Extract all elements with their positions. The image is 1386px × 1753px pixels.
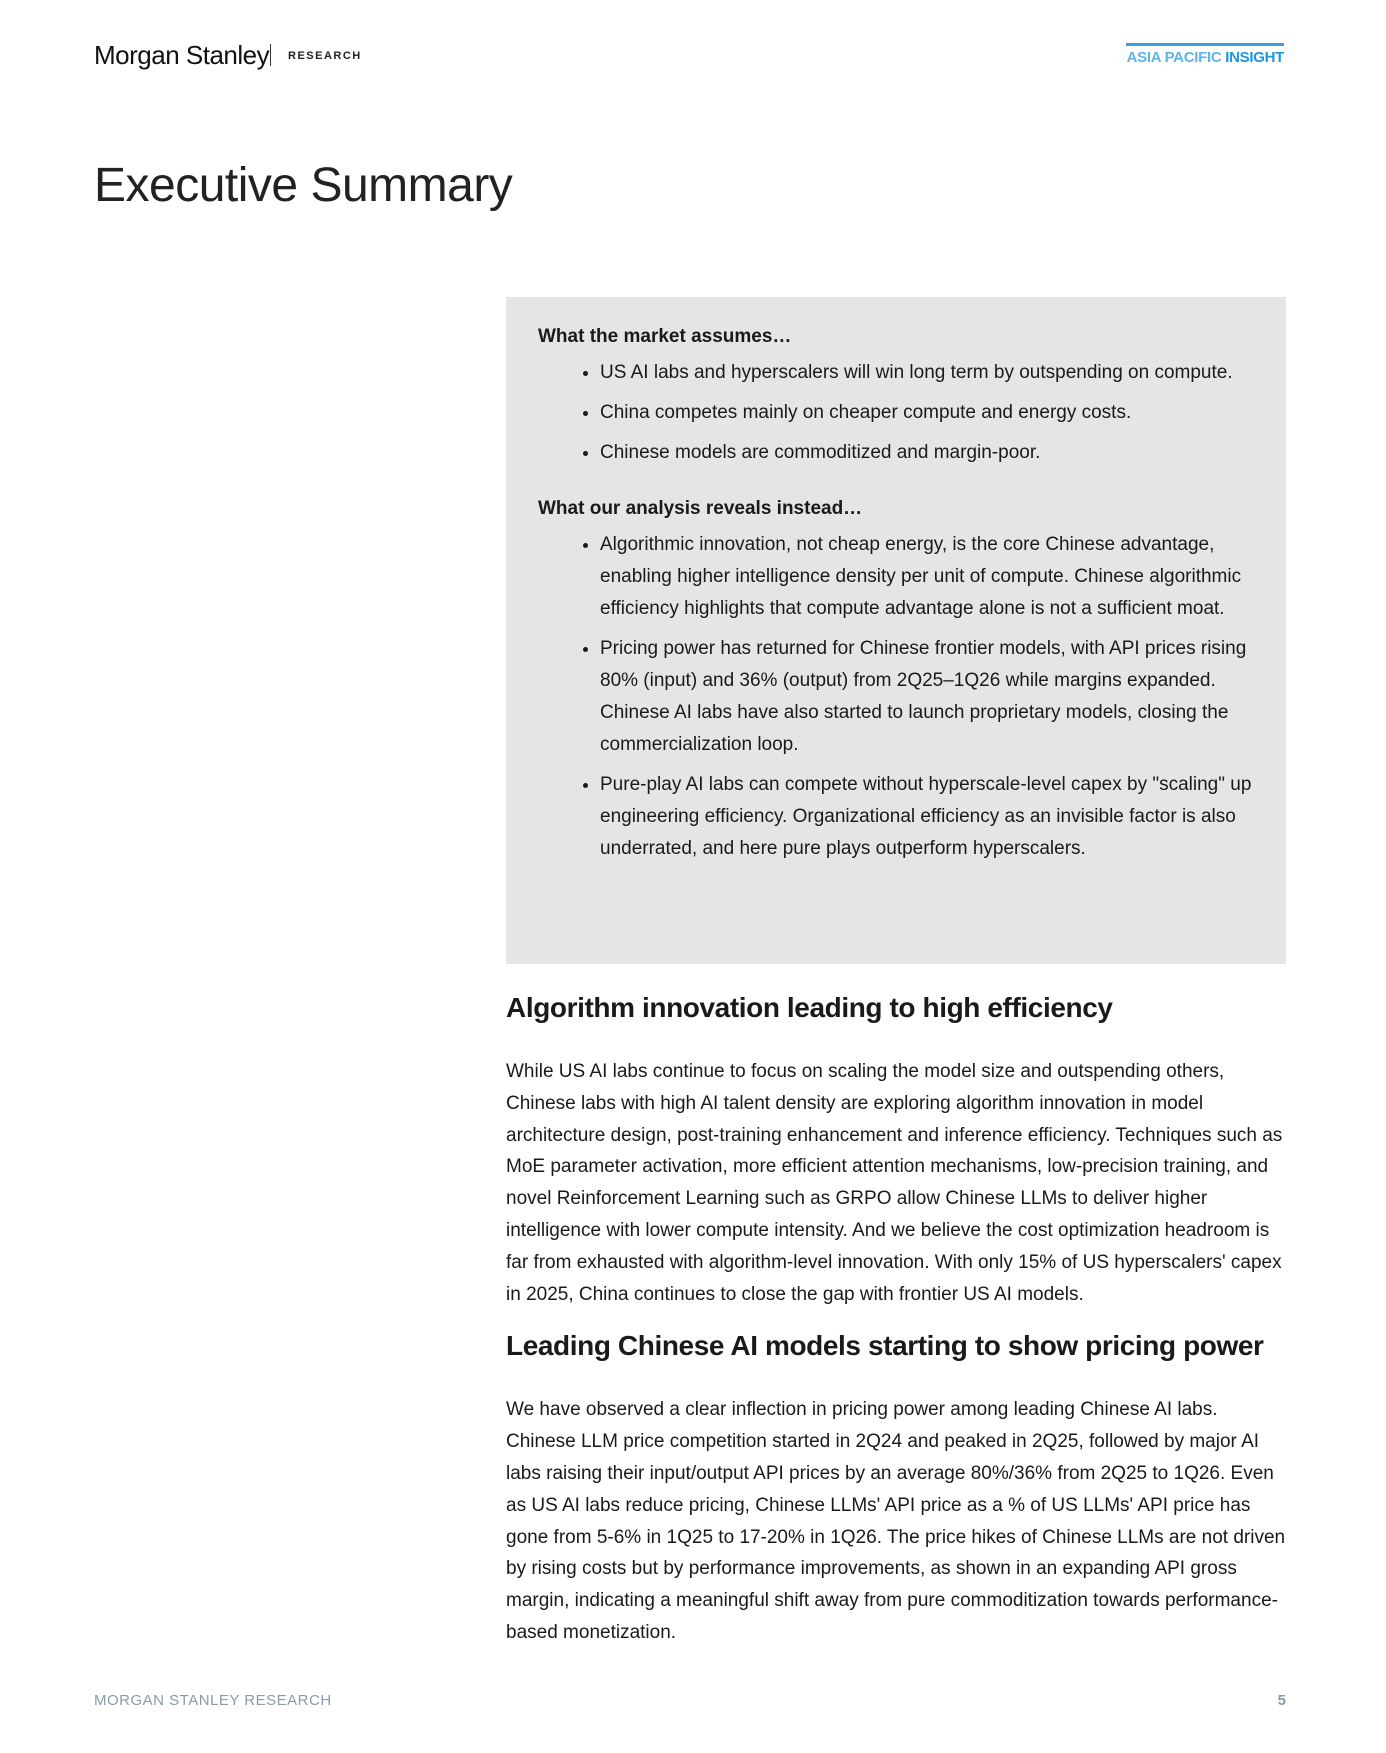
- market-assumptions-list: [538, 357, 1254, 469]
- morgan-stanley-logo: Morgan Stanley: [94, 40, 270, 70]
- callout-heading-market: What the market assumes…: [538, 326, 792, 347]
- list-item: • Pricing power has returned for Chinese frontier models, with API prices rising 80% (input) and 36% (output) from 2Q25–1Q26 while margins expanded. Chinese AI labs have also started to launch proprietary models, closing the commercialization loop.: [600, 633, 1254, 761]
- tag-type: INSIGHT: [1225, 49, 1284, 66]
- list-item: • Pure-play AI labs can compete without hyperscale-level capex by "scaling" up engineering efficiency. Organizational efficiency as an invisible factor is also underrated, and here pure plays outperform hyperscalers.: [600, 769, 1254, 865]
- section-heading-algorithm: Algorithm innovation leading to high efficiency: [506, 992, 1113, 1023]
- report-series-tag: [1126, 43, 1284, 66]
- section-body-algorithm: While US AI labs continue to focus on scaling the model size and outspending others, Chinese labs with high AI talent density are exploring algorithm innovation in model architecture design, post-training enhancement and inference efficiency. Techniques such as MoE parameter activation, more efficient attention mechanisms, low-precision training, and novel Reinforcement Learning such as GRPO allow Chinese LLMs to deliver higher intelligence with lower compute intensity. And we believe the cost optimization headroom is far from exhausted with algorithm-level innovation. With only 15% of US hyperscalers' capex in 2025, China continues to close the gap with frontier US AI models.: [506, 1061, 1283, 1305]
- list-item: • Chinese models are commoditized and margin-poor.: [600, 437, 1254, 469]
- main-content: [506, 990, 1286, 1667]
- analysis-findings-list: [538, 529, 1254, 865]
- summary-callout-box: [506, 297, 1286, 964]
- header-divider: [270, 44, 271, 66]
- list-item: • China competes mainly on cheaper compute and energy costs.: [600, 397, 1254, 429]
- section-heading-pricing: Leading Chinese AI models starting to show pricing power: [506, 1330, 1264, 1362]
- footer-publisher: MORGAN STANLEY RESEARCH: [94, 1692, 332, 1709]
- page-title: Executive Summary: [94, 159, 513, 212]
- page-number: 5: [1277, 1692, 1286, 1709]
- page-header: [94, 40, 1284, 80]
- callout-heading-analysis: What our analysis reveals instead…: [538, 498, 863, 519]
- section-body-pricing: We have observed a clear inflection in pricing power among leading Chinese AI labs. Chinese LLM price competition started in 2Q24 and peaked in 2Q25, followed by major AI labs raising their input/output API prices by an average 80%/36% from 2Q25 to 1Q26. Even as US AI labs reduce pricing, Chinese LLMs' API price as a % of US LLMs' API price has gone from 5-6% in 1Q25 to 17-20% in 1Q26. The price hikes of Chinese LLMs are not driven by rising costs but by performance improvements, as shown in an expanding API gross margin, indicating a meaningful shift away from pure commoditization towards performance-based monetization.: [506, 1399, 1286, 1643]
- research-label: RESEARCH: [288, 50, 362, 62]
- tag-region: ASIA PACIFIC: [1126, 49, 1222, 66]
- list-item: • Algorithmic innovation, not cheap energy, is the core Chinese advantage, enabling higher intelligence density per unit of compute. Chinese algorithmic efficiency highlights that compute advantage alone is not a sufficient moat.: [600, 529, 1254, 625]
- list-item: • US AI labs and hyperscalers will win long term by outspending on compute.: [600, 357, 1254, 389]
